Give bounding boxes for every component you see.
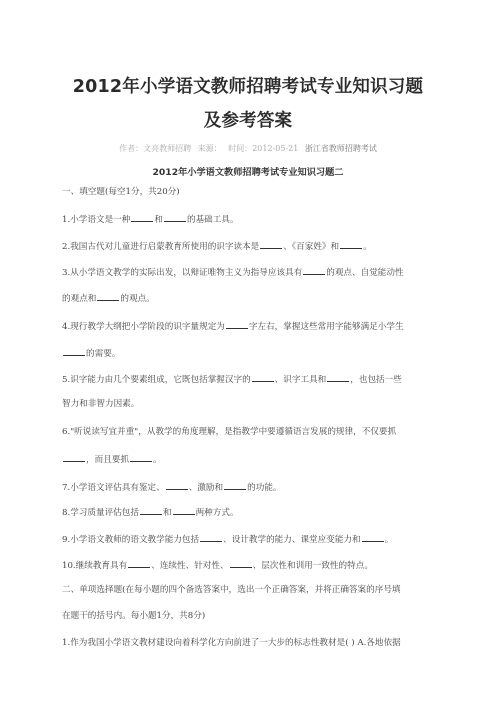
text-segment: 1.小学语文是一种	[62, 215, 131, 225]
text-line	[62, 346, 442, 360]
text-segment: 8.学习质量评估包括	[62, 508, 139, 518]
text-line	[62, 319, 442, 333]
answer-blank	[97, 291, 119, 301]
text-segment: 2.我国古代对儿童进行启蒙教育所使用的识字读本是	[62, 242, 260, 252]
text-segment: 智力和非智力因素。	[62, 399, 140, 409]
text-segment: 1.作为我国小学语文教材建设向着科学化方向前进了一大步的标志性教材是( ) A.各地依据	[62, 638, 401, 648]
answer-blank	[327, 372, 349, 382]
document-title-line-2: 及参考答案	[203, 111, 293, 131]
text-line	[62, 480, 442, 494]
answer-blank	[200, 532, 222, 542]
answer-blank	[164, 212, 186, 222]
text-segment: 一、填空题(每空1分，共20分)	[62, 187, 180, 197]
answer-blank	[130, 452, 152, 462]
text-segment: 4.现行教学大纲把小学阶段的识字量规定为	[62, 322, 225, 332]
answer-blank	[63, 452, 85, 462]
document-subtitle: 2012年小学语文教师招聘考试专业知识习题二	[152, 167, 344, 178]
text-segment: 的基础工具。	[186, 215, 239, 225]
text-line	[62, 637, 442, 649]
answer-blank	[260, 239, 282, 249]
text-segment: ，也包括一些	[350, 375, 402, 385]
text-segment: 5.识字能力由几个要素组成，它既包括掌握汉字的	[62, 375, 251, 385]
text-segment: 、设计教学的能力、课堂应变能力和	[223, 535, 361, 545]
text-segment: 的观点。	[120, 294, 155, 304]
text-segment: 。	[152, 455, 162, 465]
answer-blank	[140, 505, 162, 515]
meta-author: 作者：文亮教师招聘	[119, 144, 192, 153]
answer-blank	[131, 212, 153, 222]
text-segment: 在题干的括号内。每小题1分，共8分)	[62, 611, 206, 621]
text-segment: 。	[384, 535, 394, 545]
text-segment: 字左右，掌握这些常用字能够满足小学生	[248, 322, 404, 332]
text-segment: 、层次性和训用一致性的特点。	[252, 561, 373, 571]
text-segment: ，而且要抓	[86, 455, 129, 465]
meta-source: 来源：	[197, 144, 222, 153]
article-meta	[0, 143, 496, 154]
text-segment: 两种方式。	[195, 508, 239, 518]
text-line	[62, 532, 442, 546]
text-segment: 的功能。	[247, 483, 282, 493]
text-line	[62, 505, 442, 519]
answer-blank	[226, 319, 248, 329]
answer-blank	[166, 480, 188, 490]
text-segment: 、激励和	[188, 483, 224, 493]
text-segment: 6."听说读写宜并重"，从教学的角度理解，是指教学中要遵循语言发展的规律，不仅要抓	[62, 427, 397, 437]
answer-blank	[230, 558, 252, 568]
answer-blank	[173, 505, 195, 515]
answer-blank	[252, 372, 274, 382]
text-segment: 的观点和	[62, 294, 97, 304]
text-line	[62, 426, 442, 438]
text-segment: 、连续性、针对性、	[151, 561, 229, 571]
answer-blank	[128, 558, 150, 568]
text-segment: 。	[363, 242, 372, 252]
answer-blank	[362, 532, 384, 542]
text-line	[62, 452, 442, 466]
text-segment: 、识字工具和	[274, 375, 327, 385]
text-segment: 和	[154, 215, 163, 225]
text-line	[62, 398, 442, 410]
meta-publisher: 浙江省教师招聘考试	[304, 144, 377, 153]
text-segment: 的观点、自觉能动性	[326, 268, 404, 278]
text-segment: 9.小学语文教师的语文教学能力包括	[62, 535, 200, 545]
text-segment: 7.小学语文评估具有鉴定、	[62, 483, 165, 493]
text-segment: 的需要。	[86, 349, 121, 359]
text-segment: 10.继续教育具有	[62, 561, 128, 571]
text-line	[62, 291, 442, 305]
text-line	[62, 558, 442, 572]
text-line	[62, 186, 442, 198]
text-line	[62, 610, 442, 622]
answer-blank	[303, 265, 325, 275]
text-segment: 、《百家姓》和	[283, 242, 340, 252]
text-line	[62, 212, 442, 226]
answer-blank	[224, 480, 246, 490]
text-line	[62, 584, 442, 596]
document-title-line-1: 2012年小学语文教师招聘考试专业知识习题	[72, 77, 424, 97]
text-segment: 二、单项选择题(在每小题的四个备选答案中，选出一个正确答案，并将正确答案的序号填	[62, 585, 401, 595]
answer-blank	[340, 239, 362, 249]
meta-time: 时间：2012-05-21	[228, 144, 299, 153]
text-segment: 3.从小学语文教学的实际出发，以辩证唯物主义为指导应该具有	[62, 268, 303, 278]
text-segment: 和	[162, 508, 172, 518]
text-line	[62, 265, 442, 279]
text-line	[62, 372, 442, 386]
text-line	[62, 239, 442, 253]
answer-blank	[63, 346, 85, 356]
